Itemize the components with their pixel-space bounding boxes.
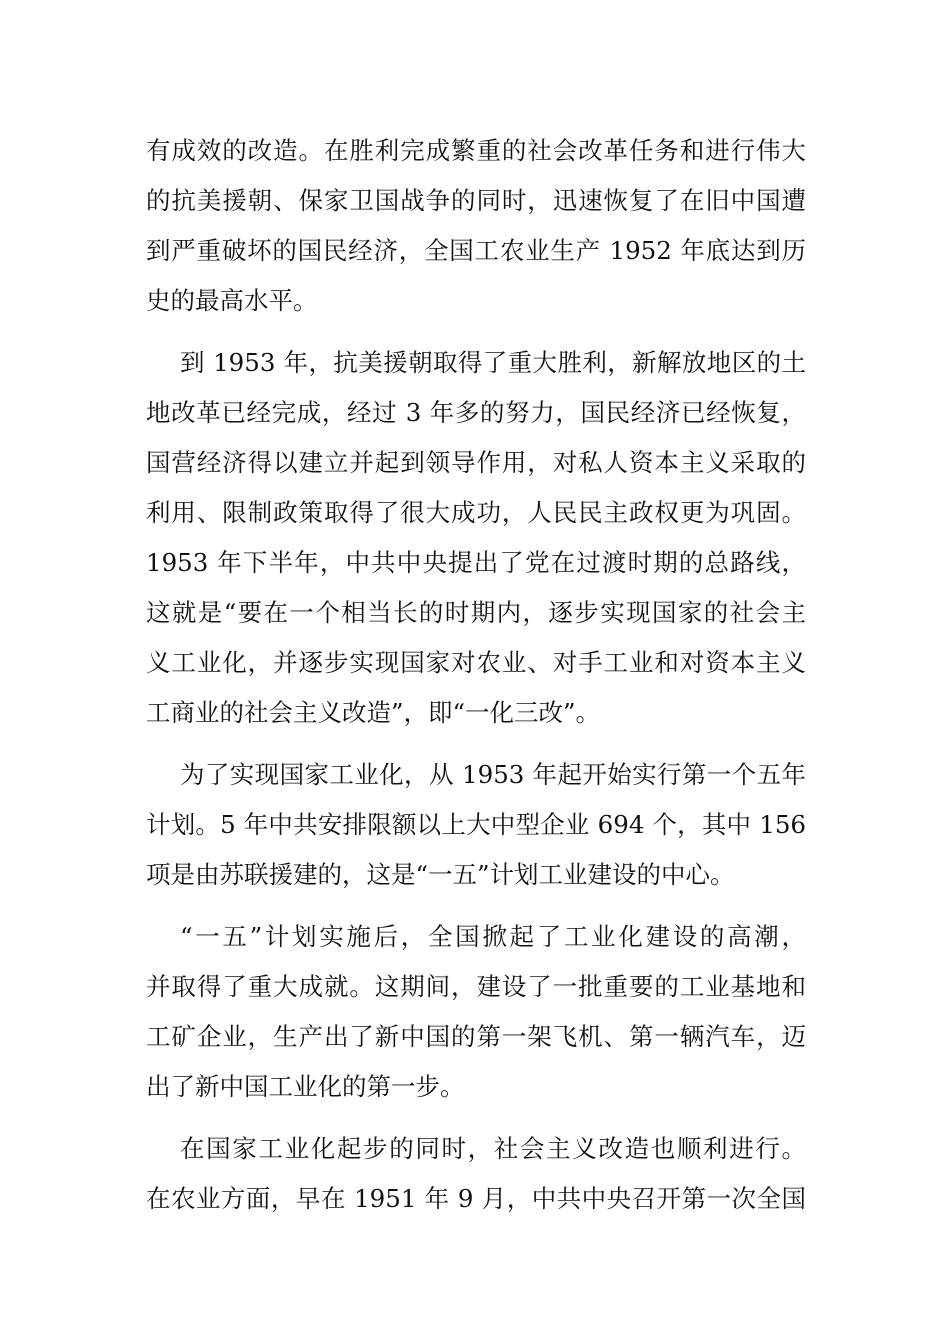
paragraph-3-line-3: 项是由苏联援建的，这是“一五”计划工业建设的中心。 (146, 860, 735, 889)
paragraph-4-line-1: “一五”计划实施后，全国掀起了工业化建设的高潮， (180, 922, 806, 951)
paragraph-4-line-2: 并取得了重大成就。这期间，建设了一批重要的工业基地和 (146, 972, 806, 1001)
paragraph-2-line-2: 地改革已经完成，经过 3 年多的努力，国民经济已经恢复， (146, 398, 806, 427)
paragraph-1-line-4: 史的最高水平。 (146, 286, 318, 315)
paragraph-2-line-7: 义工业化，并逐步实现国家对农业、对手工业和对资本主义 (146, 648, 806, 677)
paragraph-2-line-8: 工商业的社会主义改造”，即“一化三改”。 (146, 698, 601, 727)
paragraph-1-line-2: 的抗美援朝、保家卫国战争的同时，迅速恢复了在旧中国遭 (146, 186, 806, 215)
paragraph-4-line-3: 工矿企业，生产出了新中国的第一架飞机、第一辆汽车，迈 (146, 1022, 806, 1051)
paragraph-2-line-5: 1953 年下半年，中共中央提出了党在过渡时期的总路线， (146, 548, 806, 577)
paragraph-2-line-6: 这就是“要在一个相当长的时期内，逐步实现国家的社会主 (146, 598, 806, 627)
paragraph-3-line-1: 为了实现国家工业化，从 1953 年起开始实行第一个五年 (180, 760, 806, 789)
paragraph-5-line-2: 在农业方面，早在 1951 年 9 月，中共中央召开第一次全国 (146, 1184, 806, 1213)
paragraph-1-line-1: 有成效的改造。在胜利完成繁重的社会改革任务和进行伟大 (146, 136, 806, 165)
paragraph-5-line-1: 在国家工业化起步的同时，社会主义改造也顺利进行。 (180, 1134, 806, 1163)
paragraph-2-line-4: 利用、限制政策取得了很大成功，人民民主政权更为巩固。 (146, 498, 806, 527)
paragraph-2-line-3: 国营经济得以建立并起到领导作用，对私人资本主义采取的 (146, 448, 806, 477)
paragraph-2-line-1: 到 1953 年，抗美援朝取得了重大胜利，新解放地区的土 (180, 348, 806, 377)
paragraph-4-line-4: 出了新中国工业化的第一步。 (146, 1072, 465, 1101)
paragraph-1-line-3: 到严重破坏的国民经济，全国工农业生产 1952 年底达到历 (146, 236, 806, 265)
paragraph-3-line-2: 计划。5 年中共安排限额以上大中型企业 694 个，其中 156 (146, 810, 806, 839)
